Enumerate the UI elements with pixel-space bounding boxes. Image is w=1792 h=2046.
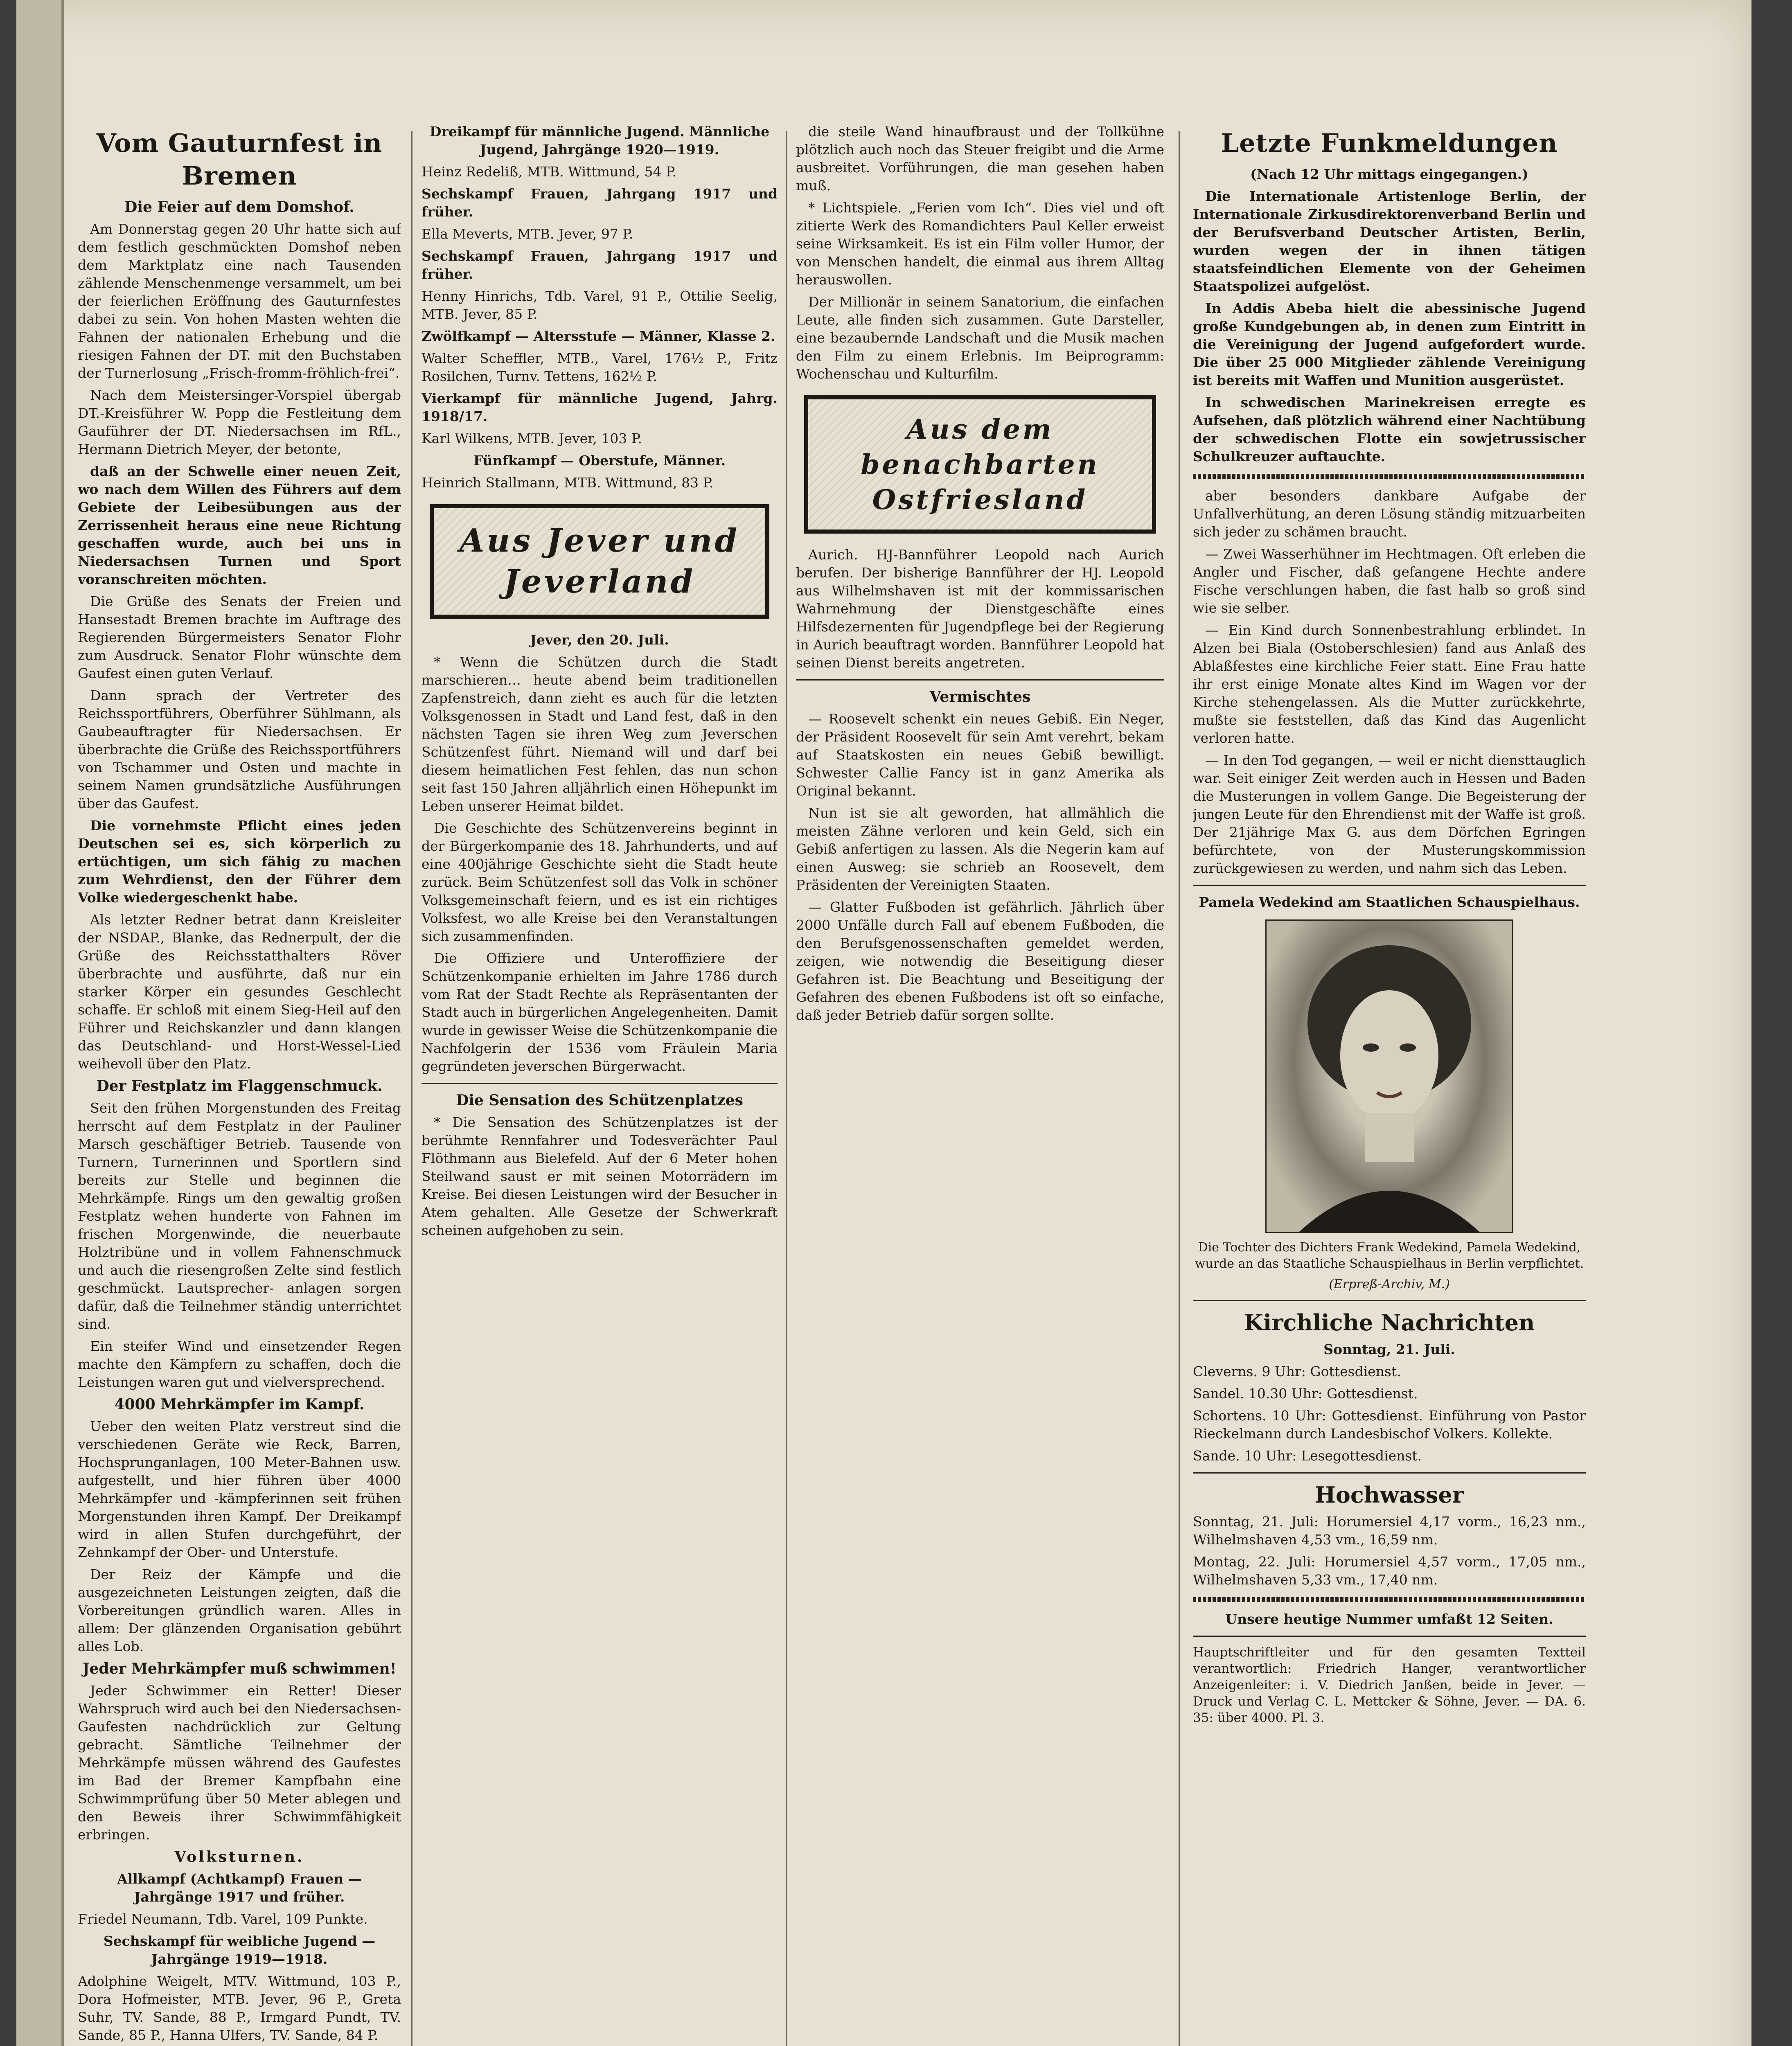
result-category: Sechskampf für weibliche Jugend — Jahrgänge 1919—1918. — [103, 1933, 376, 1967]
paragraph: — In den Tod gegangen, — weil er nicht diensttauglich war. Seit einiger Zeit werden auch in Hessen und Baden die Musterungen in vollem Gange. Die Begeisterung der jungen Leute für den Ehrendienst mit der Waffe ist groß. Der 21jährige Max G. aus dem Dörfchen Egringen befürchtete, von der Musterungskommission zurückgewiesen zu werden, und nahm sich das Leben. — [1193, 752, 1586, 876]
pages-note: Unsere heutige Nummer umfaßt 12 Seiten. — [1225, 1611, 1553, 1627]
column-ostfriesland — [796, 123, 1164, 2046]
paragraph: — Ein Kind durch Sonnenbestrahlung erblindet. In Alzen bei Biala (Ostoberschlesien) fand aus Anlaß des Ablaßfestes eine kirchliche Feier statt. Eine Frau hatte ihr erst einige Monate altes Kind im Wagen vor der Kirche stehengelassen. Als die Mutter zurückkehrte, mußte sie feststellen, daß das Kind das Augenlicht verloren hatte. — [1193, 622, 1586, 746]
photo-heading: Pamela Wedekind am Staatlichen Schauspielhaus. — [1199, 894, 1580, 910]
result-category: Vierkampf für männliche Jugend, Jahrg. 1918/17. — [422, 390, 778, 424]
paragraph: Nach dem Meistersinger-Vorspiel übergab DT.-Kreisführer W. Popp die Festleitung dem Gauführer der DT. Niedersachsen im RfL., Hermann Dietrich Meyer, der betonte, — [78, 387, 401, 457]
divider — [422, 1083, 778, 1084]
high-water-entry: Sonntag, 21. Juli: Horumersiel 4,17 vorm., 16,23 nm., Wilhelmshaven 4,53 vm., 16,59 nm. — [1193, 1514, 1586, 1548]
paragraph-emphasis: daß an der Schwelle einer neuen Zeit, wo nach dem Willen des Führers auf dem Gebiete der Leibesübungen aus der Zerrissenheit heraus eine neue Richtung geschaffen wurde, auch bei uns in Niedersachsen Turnen und Sport voranschreiten möchten. — [78, 463, 401, 587]
section-heading: 4000 Mehrkämpfer im Kampf. — [114, 1396, 365, 1413]
paragraph: Der Millionär in seinem Sanatorium, die einfachen Leute, alle finden sich zusammen. Gute Darsteller, eine bezaubernde Landschaft und die Musik machen den Film zu einem Erlebnis. Im Beiprogramm: Wochenschau und Kulturfilm. — [796, 294, 1164, 382]
paragraph: Ein steifer Wind und einsetzender Regen machte den Kämpfern zu schaffen, doch die Leistungen waren gut und vielversprechend. — [78, 1338, 401, 1390]
paragraph: Seit den frühen Morgenstunden des Freitag herrscht auf dem Festplatz in der Pauliner Marsch geschäftiger Betrieb. Tausende von Turnern, Turnerinnen und Sportlern sind bereits zur Stelle und beginnen die Mehrkämpfe. Rings um den gewaltig großen Festplatz wehen hunderte von Fahnen im frischen Morgenwinde, die neuerbaute Holztribüne und in vollem Fahnenschmuck und auch die riesengroßen Zelte sind festlich geschmückt. Lautsprecher- anlagen sorgen dafür, daß die Teilnehmer ständig unterrichtet sind. — [78, 1100, 401, 1332]
paragraph: Als letzter Redner betrat dann Kreisleiter der NSDAP., Blanke, das Rednerpult, der die Grüße des Reichsstatthalters Röver überbrachte und ausführte, daß nur ein starker Körper ein gesundes Geschlecht schaffe. Er schloß mit einem Sieg-Heil auf den Führer und Reichskanzler und dann klangen das Deutschland- und Horst-Wessel-Lied weihevoll über den Platz. — [78, 912, 401, 1072]
result-category: Fünfkampf — Oberstufe, Männer. — [473, 453, 726, 469]
paragraph: die steile Wand hinaufbraust und der Tollkühne plötzlich auch noch das Steuer freigibt und die Arme ausbreitet. Vorführungen, die man gesehen haben muß. — [796, 124, 1164, 194]
newspaper-page — [16, 0, 1751, 2046]
paragraph: Die Geschichte des Schützenvereins beginnt in der Bürgerkompanie des 18. Jahrhunderts, und auf eine 400jährige Geschichte sieht die Stadt heute zurück. Beim Schützenfest soll das Volk in schöner Volksgemeinschaft feiern, und es ist ein richtiges Volksfest, wo alle Kreise bei den Veranstaltungen sich zusammenfinden. — [422, 820, 778, 944]
divider — [1193, 1472, 1586, 1474]
divider — [796, 679, 1164, 680]
paragraph-emphasis: In schwedischen Marinekreisen erregte es Aufsehen, daß plötzlich während einer Nachtübung der schwedischen Flotte ein sowjetrussischer Schulkreuzer auftauchte. — [1193, 394, 1586, 464]
result-category: Sechskampf Frauen, Jahrgang 1917 und früher. — [422, 186, 778, 220]
article-title: Vom Gauturnfest in Bremen — [96, 128, 383, 191]
paragraph: * Wenn die Schützen durch die Stadt marschieren… heute abend beim traditionellen Zapfenstreich, dann zieht es auch für die letzten Volksgenossen in Stadt und Land fest, daß in den nächsten Tagen sie ihren Weg zum Jeverschen Schützenfest führt. Niemand will und darf bei diesem heimatlichen Fest fehlen, das nun schon seit fast 150 Jahren alljährlich einen Höhepunkt im Leben unserer Heimat bildet. — [422, 654, 778, 814]
section-heading: Jeder Mehrkämpfer muß schwimmen! — [82, 1660, 397, 1677]
high-water-entry: Montag, 22. Juli: Horumersiel 4,57 vorm., 17,05 nm., Wilhelmshaven 5,33 vm., 17,40 nm. — [1193, 1554, 1586, 1588]
column-rule — [786, 131, 787, 2046]
paragraph: * Die Sensation des Schützenplatzes ist der berühmte Rennfahrer und Todesverächter Paul Flöthmann aus Bielefeld. Auf der 6 Meter hohen Steilwand saust er mit seinen Motorrädern im Kreise. Bei diesen Leistungen wird der Besucher in Atem gehalten. Alle Gesetze der Schwerkraft scheinen aufgehoben zu sein. — [422, 1114, 778, 1238]
column-gauturnfest — [78, 123, 401, 2046]
section-heading: Vermischtes — [929, 688, 1031, 705]
paragraph: — Roosevelt schenkt ein neues Gebiß. Ein Neger, der Präsident Roosevelt für sein Amt verehrt, bekam auf Staatskosten ein neues Gebiß bewilligt. Schwester Callie Fancy ist in ganz Amerika als Original bekannt. — [796, 711, 1164, 799]
section-box-jever: Aus Jever und Jeverland — [430, 504, 769, 619]
photo-credit: (Erpreß-Archiv, M.) — [1329, 1277, 1450, 1291]
section-heading: Die Sensation des Schützenplatzes — [456, 1092, 743, 1109]
paragraph: Die Grüße des Senats der Freien und Hansestadt Bremen brachte im Auftrage des Regierenden Bürgermeisters Senator Flohr zum Ausdruck. Senator Flohr wünschte dem Gaufest einen guten Verlauf. — [78, 593, 401, 681]
paragraph-emphasis: Die vornehmste Pflicht eines jeden Deutschen sei es, sich körperlich zu ertüchtigen, um sich fähig zu machen zum Wehrdienst, den der Führer dem Volke wiedergeschenkt habe. — [78, 818, 401, 906]
result-entry: Heinrich Stallmann, MTB. Wittmund, 83 P. — [422, 475, 714, 491]
divider — [1193, 1300, 1586, 1301]
paragraph: Ueber den weiten Platz verstreut sind die verschiedenen Geräte wie Reck, Barren, Hochsprunganlagen, 100 Meter-Bahnen usw. aufgestellt, und hier führen über 4000 Mehrkämpfer und -kämpferinnen seit frühen Morgenstunden ihren Kampf. Der Dreikampf wird in allen Stufen durchgeführt, der Zehnkampf der Ober- und Unterstufe. — [78, 1418, 401, 1560]
divider — [1193, 1636, 1586, 1637]
column-rule — [411, 131, 412, 2046]
church-news-date: Sonntag, 21. Juli. — [1323, 1341, 1455, 1357]
church-service: Schortens. 10 Uhr: Gottesdienst. Einführung von Pastor Rieckelmann durch Landesbischof Volkers. Kollekte. — [1193, 1408, 1586, 1442]
paragraph: Jeder Schwimmer ein Retter! Dieser Wahrspruch wird auch bei den Niedersachsen-Gaufesten nachdrücklich zur Geltung gebracht. Sämtliche Teilnehmer der Mehrkämpfe müssen während des Gaufestes im Bad der Bremer Kampfbahn eine Schwimmprüfung über 50 Meter ablegen und den Beweis ihrer Schwimmfähigkeit erbringen. — [78, 1683, 401, 1843]
result-entry: Adolphine Weigelt, MTV. Wittmund, 103 P., Dora Hofmeister, MTB. Jever, 96 P., Greta Suhr, TV. Sande, 88 P., Irmgard Pundt, TV. Sande, 85 P., Hanna Ulfers, TV. Sande, 84 P. — [78, 1973, 401, 2043]
section-box-ostfriesland: Aus dem benachbarten Ostfriesland — [804, 395, 1156, 534]
portrait-illustration — [1267, 921, 1512, 1232]
result-category: Sechskampf Frauen, Jahrgang 1917 und früher. — [422, 248, 778, 282]
paragraph: Dann sprach der Vertreter des Reichssportführers, Oberführer Sühlmann, als Gaubeauftragter für Niedersachsen. Er überbrachte die Grüße des Reichssportführers von Tschammer und Osten und machte in seinem Namen grundsätzliche Ausführungen über das Gaufest. — [78, 687, 401, 811]
dateline: Jever, den 20. Juli. — [530, 632, 669, 648]
result-entry: Walter Scheffler, MTB., Varel, 176½ P., Fritz Rosilchen, Turnv. Tettens, 162½ P. — [422, 350, 778, 384]
article-subtitle: Die Feier auf dem Domshof. — [124, 198, 354, 216]
paragraph: — Glatter Fußboden ist gefährlich. Jährlich über 2000 Unfälle durch Fall auf ebenem Fußboden, die den Berufsgenossenschaften gemeldet werden, zeigen, wie notwendig die Beseitigung dieser Gefahren ist. Die Beachtung und Beseitigung der Gefahren des ebenen Fußbodens ist oft so einfache, daß jeder Betrieb dafür sorgen sollte. — [796, 899, 1164, 1023]
previous-page-edge — [16, 0, 64, 2046]
paragraph: Der Reiz der Kämpfe und die ausgezeichneten Leistungen zeigten, daß die Vorbereitungen gründlich waren. Alles in allem: Der glänzenden Organisation gebührt alles Lob. — [78, 1566, 401, 1654]
result-category: Dreikampf für männliche Jugend. Männliche Jugend, Jahrgänge 1920—1919. — [429, 124, 770, 158]
result-entry: Friedel Neumann, Tdb. Varel, 109 Punkte. — [78, 1911, 368, 1927]
paragraph: — Zwei Wasserhühner im Hechtmagen. Oft erleben die Angler und Fischer, daß gefangene Hechte andere Fische verschlungen haben, die fast halb so groß sind wie sie selber. — [1193, 546, 1586, 616]
result-entry: Henny Hinrichs, Tdb. Varel, 91 P., Ottilie Seelig, MTB. Jever, 85 P. — [422, 288, 778, 322]
column-funkmeldungen — [1193, 123, 1586, 2046]
result-entry: Heinz Redeliß, MTB. Wittmund, 54 P. — [422, 164, 676, 180]
paragraph: Die Offiziere und Unteroffiziere der Schützenkompanie erhielten im Jahre 1786 durch vom Rat der Stadt Rechte als Repräsentanten der Stadt auch in bürgerlichen Angelegenheiten. Damit wurde in gewisser Weise die Schützenkompanie die Nachfolgerin der 1536 vom Fräulein Maria gegründeten jeverschen Bürgerwacht. — [422, 950, 778, 1074]
paragraph: Aurich. HJ-Bannführer Leopold nach Aurich berufen. Der bisherige Bannführer der HJ. Leopold aus Wilhelmshaven ist mit der kommissarischen Wahrnehmung der Dienstgeschäfte eines Hilfsdezernenten für Jugendpflege bei der Regierung in Aurich beauftragt worden. Bannführer Leopold hat seinen Dienst bereits angetreten. — [796, 547, 1164, 671]
section-heading: Volksturnen. — [174, 1848, 304, 1866]
divider — [1193, 885, 1586, 886]
paragraph-emphasis: Die Internationale Artistenloge Berlin, der Internationale Zirkusdirektorenverband Berlin und der Berufsverband Deutscher Artisten, Berlin, wurden wegen der in ihnen tätigen staatsfeindlichen Elemente von der Geheimen Staatspolizei aufgelöst. — [1193, 188, 1586, 294]
column-jever — [422, 123, 778, 2046]
portrait-photo — [1265, 919, 1513, 1233]
church-service: Cleverns. 9 Uhr: Gottesdienst. — [1193, 1363, 1401, 1379]
church-service: Sandel. 10.30 Uhr: Gottesdienst. — [1193, 1386, 1418, 1402]
high-water-title: Hochwasser — [1314, 1482, 1464, 1508]
result-category: Allkampf (Achtkampf) Frauen — Jahrgänge 1917 und früher. — [117, 1871, 362, 1905]
divider — [1193, 474, 1586, 479]
paragraph: * Lichtspiele. „Ferien vom Ich“. Dies viel und oft zitierte Werk des Romandichters Paul Keller erweist seine Wirksamkeit. Es ist ein Film voller Humor, der von Menschen handelt, die einmal aus ihrem Alltag herauswollen. — [796, 200, 1164, 288]
photo-caption: Die Tochter des Dichters Frank Wedekind, Pamela Wedekind, wurde an das Staatliche Schauspielhaus in Berlin verpflichtet. — [1195, 1240, 1584, 1271]
article-title: Letzte Funkmeldungen — [1221, 128, 1558, 158]
section-heading: Der Festplatz im Flaggenschmuck. — [96, 1077, 383, 1095]
imprint: Hauptschriftleiter und für den gesamten Textteil verantwortlich: Friedrich Hanger, verantwortlicher Anzeigenleiter: i. V. Diedrich Janßen, beide in Jever. — Druck und Verlag C. L. Mettcker & Söhne, Jever. — DA. 6. 35: über 4000. Pl. 3. — [1193, 1645, 1586, 1725]
result-category: Zwölfkampf — Altersstufe — Männer, Klasse 2. — [422, 328, 775, 344]
paragraph: aber besonders dankbare Aufgabe der Unfallverhütung, an deren Lösung ständig mitzuarbeiten sich jeder zu schämen braucht. — [1193, 488, 1586, 540]
article-note: (Nach 12 Uhr mittags eingegangen.) — [1250, 166, 1528, 182]
divider — [1193, 1597, 1586, 1602]
paragraph: Am Donnerstag gegen 20 Uhr hatte sich auf dem festlich geschmückten Domshof neben dem Marktplatz eine nach Tausenden zählende Menschenmenge versammelt, um bei der feierlichen Eröffnung des Gauturnfestes dabei zu sein. Von hohen Masten wehten die Fahnen der nationalen Erhebung und die riesigen Fahnen der DT. mit den Buchstaben der Turnerlosung „Frisch-fromm-fröhlich-frei“. — [78, 221, 401, 381]
column-rule — [1179, 131, 1180, 2046]
church-news-title: Kirchliche Nachrichten — [1244, 1309, 1535, 1336]
result-entry: Ella Meverts, MTB. Jever, 97 P. — [422, 226, 633, 242]
paragraph-emphasis: In Addis Abeba hielt die abessinische Jugend große Kundgebungen ab, in denen zum Eintritt in die Vereinigung der Jugend aufgefordert wurde. Die über 25 000 Mitglieder zählende Vereinigung ist bereits mit Waffen und Munition ausgerüstet. — [1193, 300, 1586, 388]
church-service: Sande. 10 Uhr: Lesegottesdienst. — [1193, 1448, 1422, 1464]
result-entry: Karl Wilkens, MTB. Jever, 103 P. — [422, 430, 642, 446]
paragraph: Nun ist sie alt geworden, hat allmählich die meisten Zähne verloren und kein Geld, sich ein Gebiß anfertigen zu lassen. Als die Negerin kam auf einen Ausweg: sie schrieb an Roosevelt, dem Präsidenten der Vereinigten Staaten. — [796, 805, 1164, 893]
